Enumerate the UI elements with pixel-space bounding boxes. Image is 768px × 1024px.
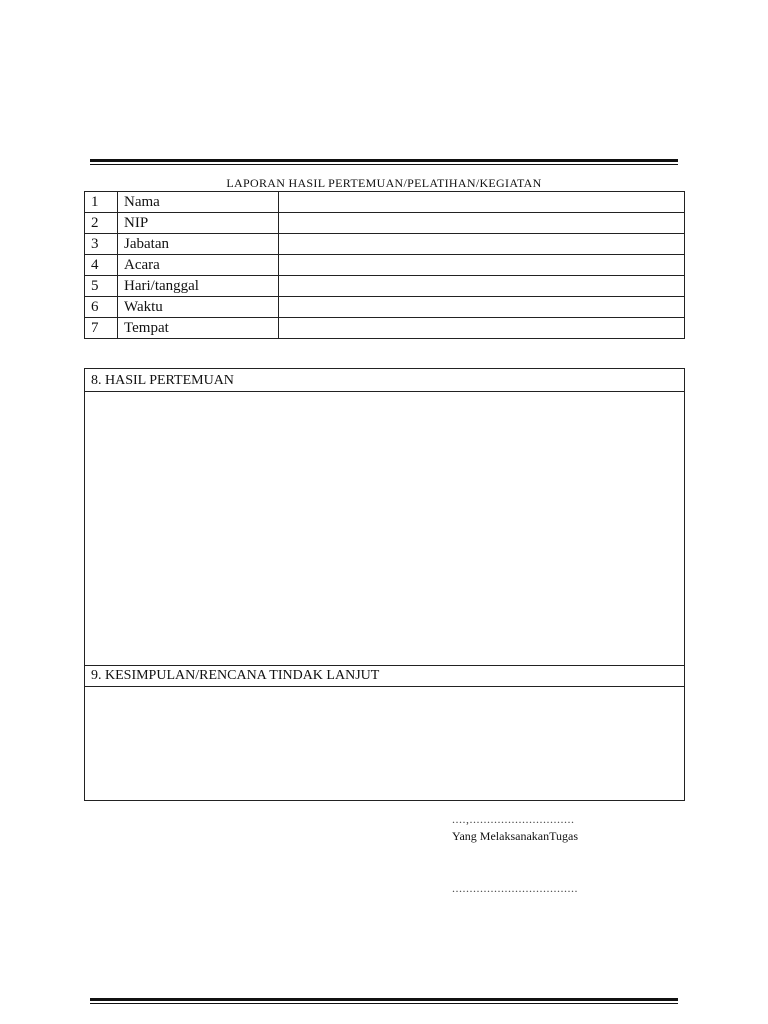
- row-number: 5: [85, 276, 118, 297]
- table-row: [85, 297, 685, 318]
- row-label: Nama: [118, 192, 279, 213]
- row-label: Jabatan: [118, 234, 279, 255]
- section-body: [85, 687, 684, 800]
- signature-name-line: ....................................: [452, 881, 578, 895]
- row-label: Hari/tanggal: [118, 276, 279, 297]
- row-number: 1: [85, 192, 118, 213]
- row-label: Acara: [118, 255, 279, 276]
- row-number: 6: [85, 297, 118, 318]
- row-value: [279, 192, 685, 213]
- row-value: [279, 234, 685, 255]
- footer-rule: [90, 998, 678, 1004]
- row-value: [279, 297, 685, 318]
- identity-table: [84, 191, 685, 339]
- table-row: [85, 276, 685, 297]
- section-hasil-pertemuan: [84, 368, 685, 666]
- header-rule: [90, 159, 678, 165]
- document-title: LAPORAN HASIL PERTEMUAN/PELATIHAN/KEGIATAN: [226, 176, 542, 190]
- section-body: [85, 392, 684, 665]
- row-value: [279, 255, 685, 276]
- section-kesimpulan: [84, 664, 685, 801]
- table-row: [85, 318, 685, 339]
- row-number: 4: [85, 255, 118, 276]
- signature-date-line: ....,..............................: [452, 812, 575, 826]
- row-number: 2: [85, 213, 118, 234]
- row-value: [279, 276, 685, 297]
- row-number: 3: [85, 234, 118, 255]
- table-row: [85, 192, 685, 213]
- row-label: Waktu: [118, 297, 279, 318]
- table-row: [85, 234, 685, 255]
- signature-role: Yang MelaksanakanTugas: [452, 829, 578, 843]
- row-label: Tempat: [118, 318, 279, 339]
- table-row: [85, 213, 685, 234]
- section-heading: 8. HASIL PERTEMUAN: [85, 369, 684, 392]
- section-heading: 9. KESIMPULAN/RENCANA TINDAK LANJUT: [85, 664, 684, 687]
- row-value: [279, 318, 685, 339]
- table-row: [85, 255, 685, 276]
- row-number: 7: [85, 318, 118, 339]
- row-value: [279, 213, 685, 234]
- row-label: NIP: [118, 213, 279, 234]
